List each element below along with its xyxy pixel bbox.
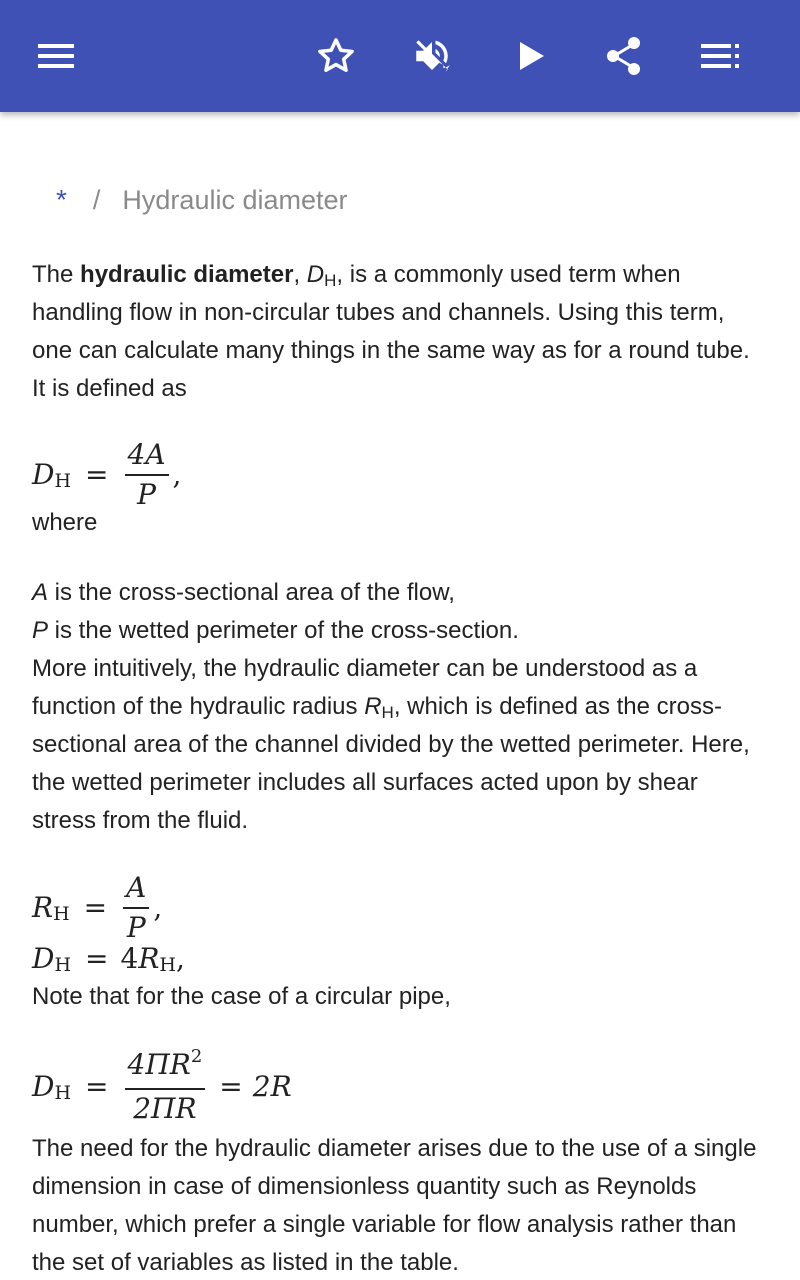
- radius-paragraph: [32, 650, 768, 840]
- eq3-variable: R: [138, 942, 160, 975]
- menu-button[interactable]: [28, 28, 84, 84]
- eq1-fraction: [125, 438, 169, 512]
- play-icon: [510, 36, 550, 76]
- eq2-lhs: R: [32, 891, 54, 924]
- symbol-r: R: [364, 693, 382, 720]
- eq2-denominator: P: [126, 911, 146, 944]
- intro-text-rest: , is a commonly used term when handling flow in non-circular tubes and channels. Using this term, one can calculate many things in the same way as for a round tube. It is defined as: [32, 261, 750, 402]
- def-p-symbol: P: [32, 617, 49, 644]
- def-a-text: is the cross-sectional area of the flow,: [48, 579, 455, 606]
- app-toolbar: [0, 0, 800, 112]
- symbol-r-sub: H: [381, 703, 394, 722]
- eq1-numerator: 4A: [125, 438, 169, 476]
- article-content: [32, 256, 768, 1280]
- eq1-lhs-sub: H: [54, 470, 72, 492]
- equation-hydraulic-diameter: [32, 438, 768, 511]
- eq2-equals: =: [83, 891, 108, 924]
- eq3-lhs: D: [32, 942, 55, 975]
- intro-text-start: The: [32, 261, 81, 288]
- eq4-fraction: [125, 1048, 206, 1126]
- eq1-equals: =: [85, 458, 109, 491]
- breadcrumb-home-link[interactable]: *: [56, 184, 67, 215]
- def-p-text: is the wetted perimeter of the cross-section.: [48, 617, 519, 644]
- eq2-trail: ,: [153, 891, 163, 924]
- eq3-trail: ,: [176, 942, 185, 975]
- play-button[interactable]: [502, 28, 558, 84]
- eq4-rhs: 2R: [252, 1070, 292, 1103]
- bold-term: hydraulic diameter: [80, 261, 294, 288]
- share-icon: [603, 35, 645, 77]
- eq3-lhs-sub: H: [54, 954, 72, 976]
- symbol-d: D: [306, 261, 325, 288]
- star-outline-icon: [315, 35, 357, 77]
- eq4-numerator-wrap: [125, 1048, 206, 1090]
- playlist-button[interactable]: [692, 28, 748, 84]
- volume-off-icon: [411, 35, 453, 77]
- eq1-lhs: D: [32, 458, 55, 491]
- hamburger-menu-icon: [36, 36, 76, 76]
- eq4-numerator-sup: 2: [190, 1046, 203, 1067]
- radius-text-end: , which is defined as the cross-sectional area of the channel divided by the wetted perimeter. Here, the wetted perimeter includes all surfaces acted upon by shear stress from the fluid.: [32, 693, 750, 834]
- breadcrumb-separator: /: [92, 184, 101, 215]
- eq4-lhs-sub: H: [54, 1082, 72, 1104]
- equation-hydraulic-radius: [32, 871, 768, 944]
- eq3-coefficient: 4: [120, 942, 139, 975]
- playlist-icon: [699, 35, 741, 77]
- eq2-numerator: A: [123, 871, 149, 909]
- radius-text-start: More intuitively, the hydraulic diameter can be understood as a function of the hydraulic radius: [32, 655, 698, 720]
- eq3-variable-sub: H: [159, 954, 176, 976]
- breadcrumb: [56, 180, 348, 220]
- eq4-lhs: D: [32, 1070, 55, 1103]
- favorite-button[interactable]: [308, 28, 364, 84]
- eq2-fraction: [123, 871, 149, 945]
- symbol-d-sub: H: [324, 271, 337, 290]
- eq3-equals: =: [85, 942, 109, 975]
- need-paragraph: The need for the hydraulic diameter arises due to the use of a single dimension in case of dimensionless quantity such as Reynolds number, which prefer a single variable for flow analysis rather than the set of variables as listed in the table.: [32, 1135, 757, 1276]
- eq1-denominator: P: [137, 478, 156, 511]
- mute-button[interactable]: [404, 28, 460, 84]
- definition-p: [32, 612, 768, 650]
- eq4-equals: =: [85, 1070, 109, 1103]
- where-text: where: [32, 509, 98, 536]
- intro-paragraph: [32, 256, 768, 408]
- intro-comma: ,: [293, 261, 307, 288]
- share-button[interactable]: [596, 28, 652, 84]
- def-a-symbol: A: [32, 579, 49, 606]
- eq4-denominator: 2ΠR: [133, 1092, 197, 1125]
- eq1-trail: ,: [172, 458, 182, 491]
- equation-circular-pipe: [32, 1044, 768, 1130]
- eq4-numerator: 4ΠR: [127, 1048, 191, 1081]
- eq4-equals-2: =: [219, 1070, 243, 1103]
- equation-diameter-from-radius: [32, 940, 768, 978]
- eq2-lhs-sub: H: [53, 903, 70, 925]
- note-text: Note that for the case of a circular pipe,: [32, 983, 451, 1010]
- breadcrumb-current: Hydraulic diameter: [122, 184, 348, 215]
- definition-a: [32, 574, 768, 612]
